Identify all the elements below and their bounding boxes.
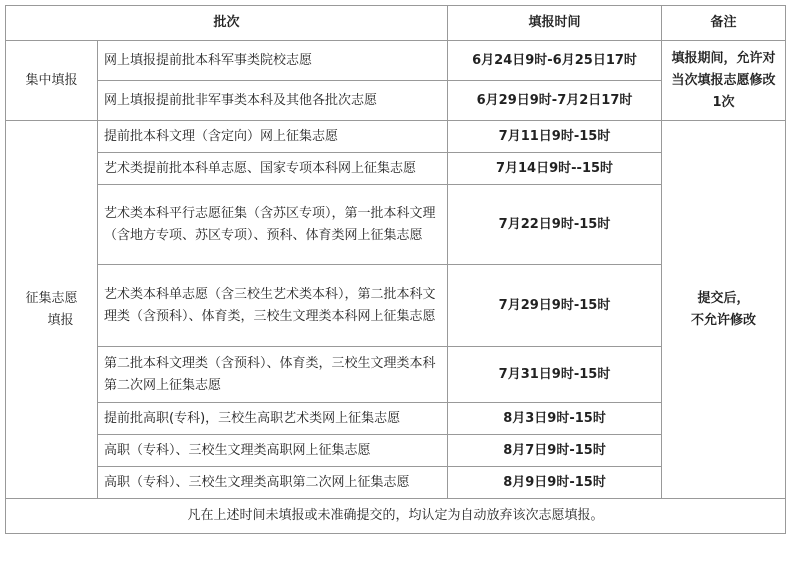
batch-cell: 网上填报提前批非军事类本科及其他各批次志愿 [98,81,448,121]
batch-cell: 网上填报提前批本科军事类院校志愿 [98,41,448,81]
footer-row [6,499,786,534]
time-cell: 8月9日9时-15时 [448,467,662,499]
admission-schedule-table [5,5,786,534]
time-cell: 8月3日9时-15时 [448,403,662,435]
group-centralized: 集中填报 [6,41,98,121]
group-solicitation [6,121,98,499]
time-cell: 7月31日9时-15时 [448,347,662,403]
table-row [6,121,786,153]
time-cell: 7月29日9时-15时 [448,265,662,347]
time-cell: 7月14日9时--15时 [448,153,662,185]
batch-cell: 艺术类提前批本科单志愿、国家专项本科网上征集志愿 [98,153,448,185]
footer-note: 凡在上述时间未填报或未准确提交的，均认定为自动放弃该次志愿填报。 [6,499,786,534]
batch-cell: 提前批本科文理（含定向）网上征集志愿 [98,121,448,153]
note-centralized: 填报期间，允许对当次填报志愿修改1次 [662,41,786,121]
batch-cell: 提前批高职(专科)，三校生高职艺术类网上征集志愿 [98,403,448,435]
time-cell: 6月29日9时-7月2日17时 [448,81,662,121]
batch-cell: 艺术类本科单志愿（含三校生艺术类本科），第二批本科文理类（含预科）、体育类，三校生文理类本科网上征集志愿 [98,265,448,347]
batch-cell: 第二批本科文理类（含预科）、体育类，三校生文理类本科第二次网上征集志愿 [98,347,448,403]
note-solicitation [662,121,786,499]
group-solicitation-line2: 填报 [47,312,74,328]
note-solicitation-line1: 提交后， [697,290,750,306]
time-cell: 7月22日9时-15时 [448,185,662,265]
header-note: 备注 [662,6,786,41]
header-time: 填报时间 [448,6,662,41]
note-solicitation-line2: 不允许修改 [691,312,757,328]
time-cell: 6月24日9时-6月25日17时 [448,41,662,81]
batch-cell: 高职（专科）、三校生文理类高职第二次网上征集志愿 [98,467,448,499]
time-cell: 8月7日9时-15时 [448,435,662,467]
header-batch: 批次 [6,6,448,41]
time-cell: 7月11日9时-15时 [448,121,662,153]
group-solicitation-line1: 征集志愿 [25,290,78,306]
batch-cell: 艺术类本科平行志愿征集（含苏区专项），第一批本科文理（含地方专项、苏区专项）、预科、体育类网上征集志愿 [98,185,448,265]
header-row [6,6,786,41]
batch-cell: 高职（专科）、三校生文理类高职网上征集志愿 [98,435,448,467]
table-row [6,41,786,81]
